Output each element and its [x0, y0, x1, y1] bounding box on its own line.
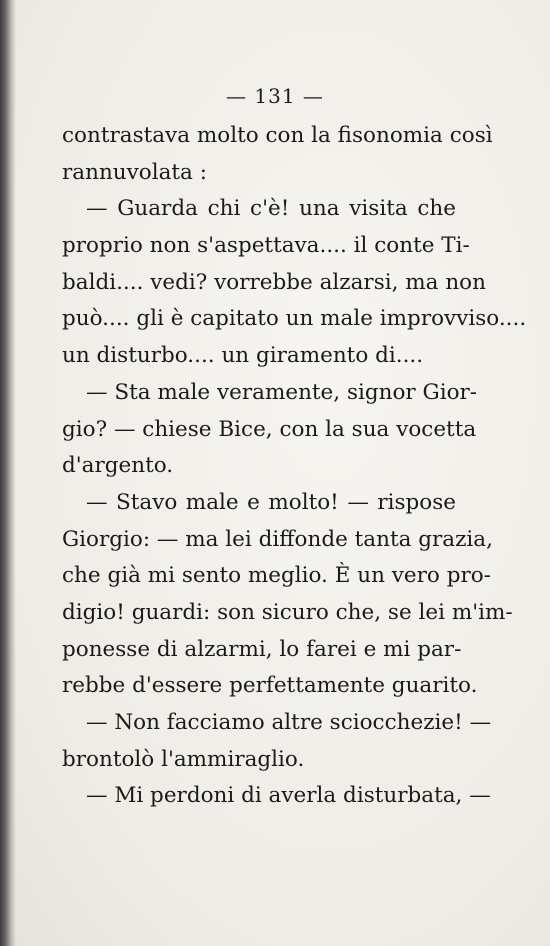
text-line: — Mi perdoni di averla disturbata, —: [86, 783, 491, 809]
text-line: ponesse di alzarmi, lo farei e mi par-: [62, 636, 462, 662]
text-line: rannuvolata :: [62, 159, 207, 185]
page-number: — 131 —: [226, 84, 324, 108]
text-line: — Stavo male e molto! — rispose: [86, 489, 456, 515]
text-line: Giorgio: — ma lei diffonde tanta grazia,: [62, 526, 493, 552]
text-line: proprio non s'aspettava.... il conte Ti-: [62, 233, 470, 259]
text-line: gio? — chiese Bice, con la sua vocetta: [62, 416, 477, 442]
text-line: un disturbo.... un giramento di....: [62, 343, 424, 369]
text-line: — Non facciamo altre sciocchezie! —: [86, 710, 492, 735]
text-line: digio! guardi: son sicuro che, se lei m'im-: [62, 599, 513, 625]
body-text: [62, 118, 527, 815]
text-line: — Guarda chi c'è! una visita che: [86, 196, 456, 222]
text-line: che già mi sento meglio. È un vero pro-: [62, 563, 491, 589]
text-line: d'argento.: [62, 453, 174, 479]
book-spine-shadow: [0, 0, 16, 946]
text-line: può.... gli è capitato un male improvviso....: [62, 306, 527, 332]
text-line: contrastava molto con la fisonomia così: [62, 123, 493, 148]
text-line: rebbe d'essere perfettamente guarito.: [62, 673, 478, 699]
text-line: — Sta male veramente, signor Gior-: [86, 379, 478, 405]
text-line: baldi.... vedi? vorrebbe alzarsi, ma non: [62, 269, 486, 295]
text-line: brontolò l'ammiraglio.: [62, 746, 305, 772]
